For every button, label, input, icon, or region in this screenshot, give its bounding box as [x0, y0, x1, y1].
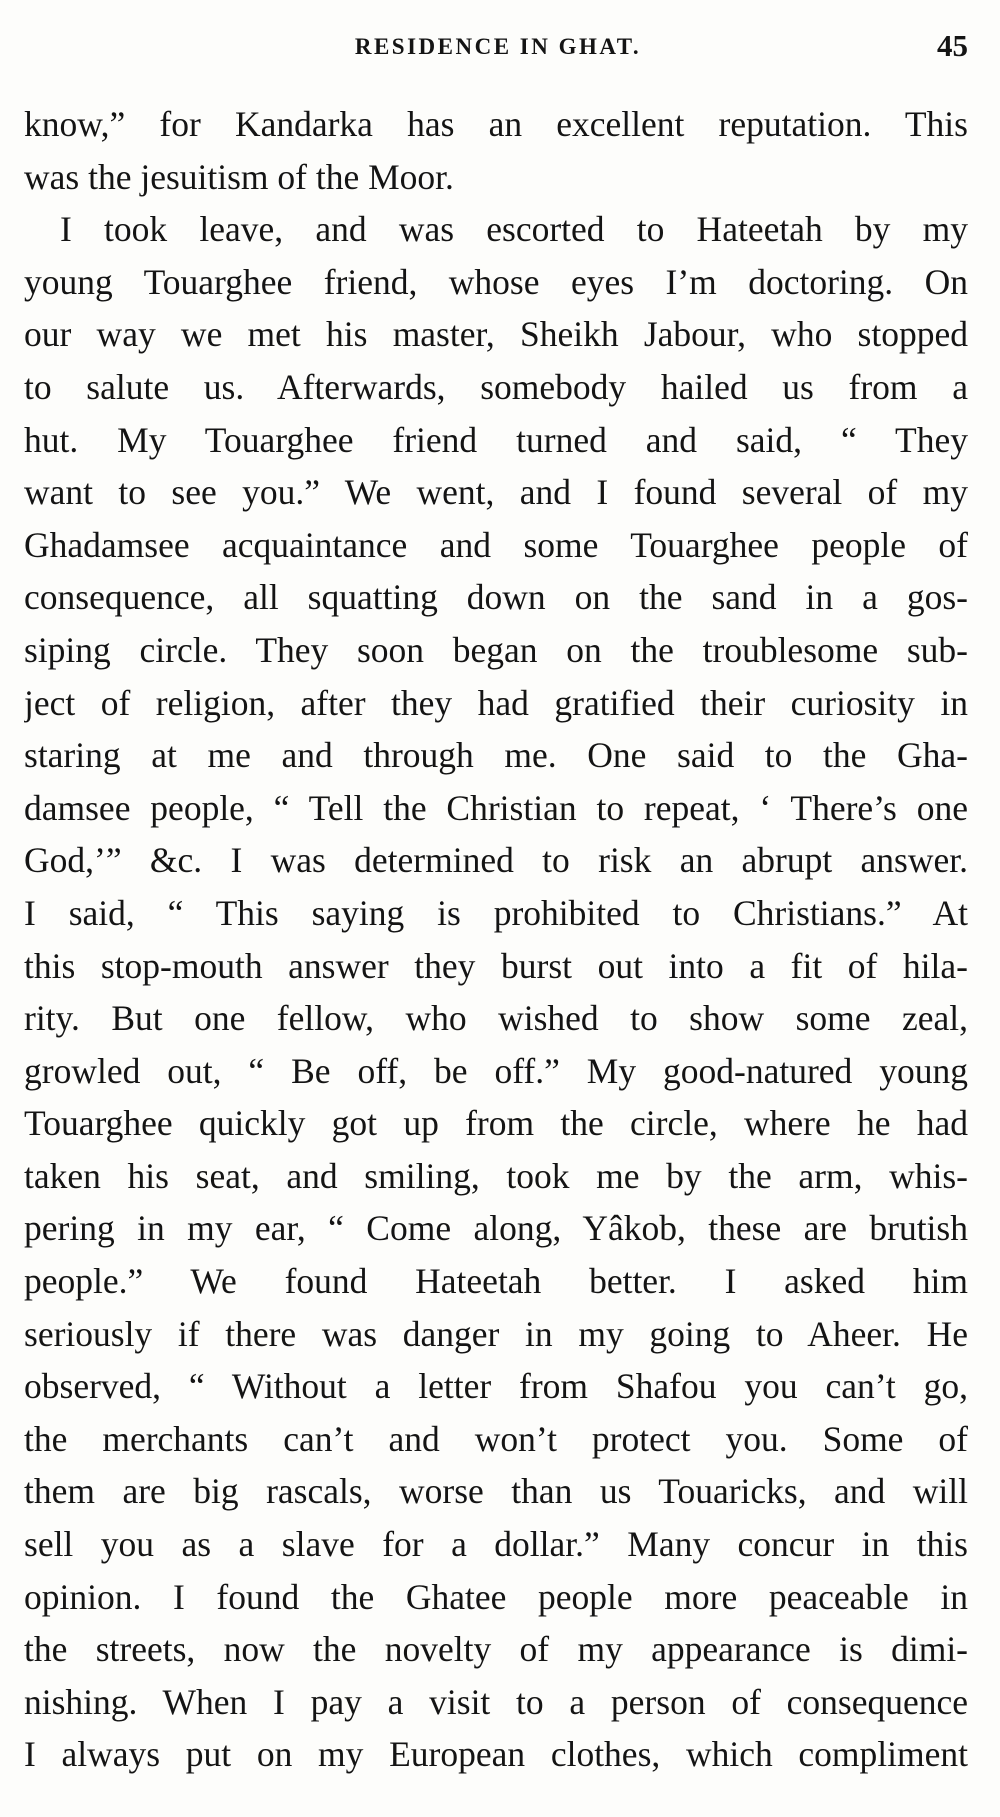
text-line: opinion. I found the Ghatee people more peaceable in: [24, 1576, 968, 1617]
text-line: was the jesuitism of the Moor.: [24, 156, 454, 197]
text-line: staring at me and through me. One said to the Gha-: [24, 735, 968, 776]
text-line: them are big rascals, worse than us Touaricks, and will: [24, 1471, 968, 1512]
text-line: want to see you.” We went, and I found several of my: [24, 472, 968, 513]
text-line: consequence, all squatting down on the sand in a gos-: [24, 577, 968, 618]
text-line: the streets, now the novelty of my appearance is dimi-: [24, 1629, 968, 1670]
text-line: to salute us. Afterwards, somebody hailed us from a: [24, 366, 968, 407]
text-line: siping circle. They soon began on the troublesome sub-: [24, 629, 968, 670]
text-line: ject of religion, after they had gratified their curiosity in: [24, 682, 968, 723]
running-title: RESIDENCE IN GHAT.: [354, 34, 642, 59]
text-line: God,’” &c. I was determined to risk an abrupt answer.: [24, 840, 968, 881]
text-line: damsee people, “ Tell the Christian to repeat, ‘ There’s one: [24, 787, 968, 828]
text-line: young Touarghee friend, whose eyes I’m doctoring. On: [24, 261, 968, 302]
text-line: this stop-mouth answer they burst out into a fit of hila-: [24, 945, 968, 986]
text-line: the merchants can’t and won’t protect you. Some of: [24, 1418, 968, 1459]
text-line: know,” for Kandarka has an excellent reputation. This: [24, 104, 968, 144]
text-line: people.” We found Hateetah better. I asked him: [24, 1261, 968, 1302]
text-line: Ghadamsee acquaintance and some Touarghee people of: [24, 524, 968, 565]
text-line: I always put on my European clothes, which compliment: [24, 1734, 968, 1775]
text-line: nishing. When I pay a visit to a person of consequence: [24, 1681, 968, 1722]
text-line: I took leave, and was escorted to Hateetah by my: [60, 209, 968, 250]
page-number: 45: [937, 28, 968, 63]
text-line: hut. My Touarghee friend turned and said, “ They: [24, 419, 968, 460]
text-line: taken his seat, and smiling, took me by the arm, whis-: [24, 1155, 968, 1196]
text-line: our way we met his master, Sheikh Jabour, who stopped: [24, 314, 968, 355]
text-line: observed, “ Without a letter from Shafou you can’t go,: [24, 1366, 968, 1407]
text-line: pering in my ear, “ Come along, Yâkob, these are brutish: [24, 1208, 968, 1249]
body-text: [24, 98, 968, 1781]
text-line: sell you as a slave for a dollar.” Many concur in this: [24, 1524, 968, 1565]
text-line: seriously if there was danger in my going to Aheer. He: [24, 1313, 968, 1354]
running-header: [28, 28, 968, 72]
text-line: I said, “ This saying is prohibited to Christians.” At: [24, 892, 968, 933]
text-line: Touarghee quickly got up from the circle, where he had: [24, 1103, 968, 1144]
text-line: growled out, “ Be off, be off.” My good-natured young: [24, 1050, 968, 1091]
text-line: rity. But one fellow, who wished to show some zeal,: [24, 998, 968, 1039]
